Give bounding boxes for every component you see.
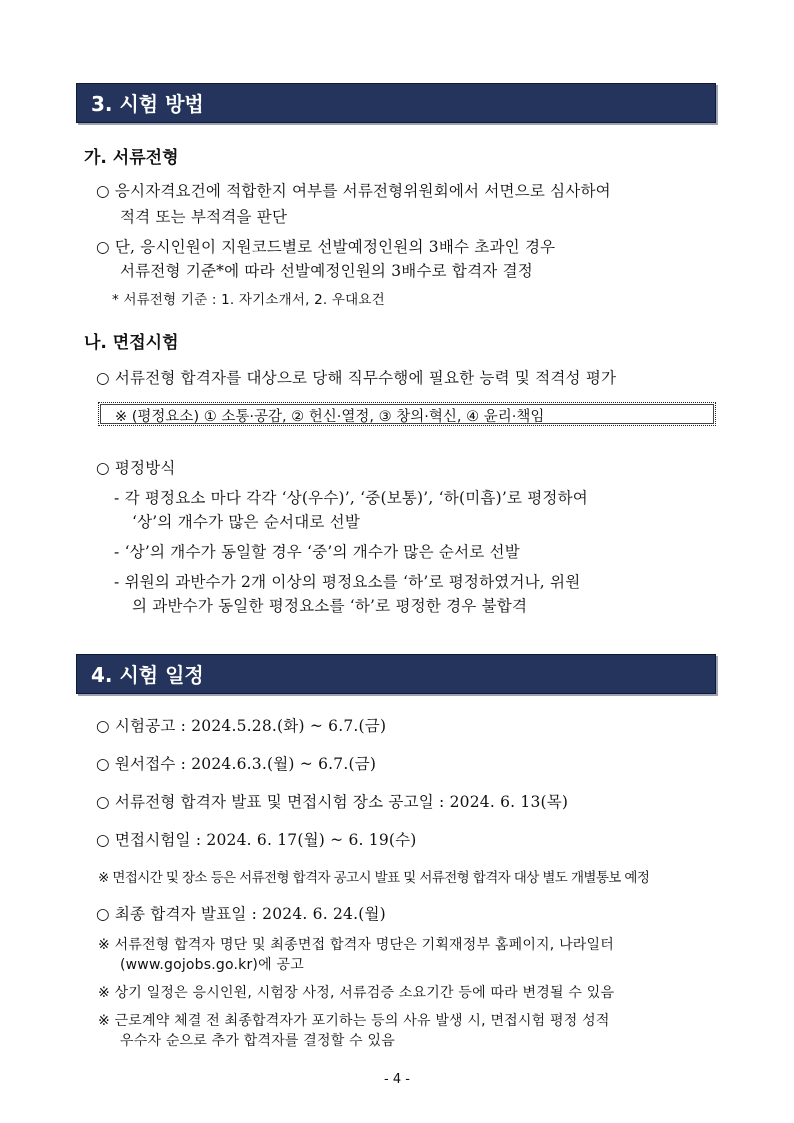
section-4-header: 4. 시험 일정 <box>76 654 716 694</box>
schedule-note-2-cont: (www.gojobs.go.kr)에 공고 <box>120 957 304 973</box>
sub-a-footnote: * 서류전형 기준 : 1. 자기소개서, 2. 우대요건 <box>112 292 385 308</box>
method-line-3: - 위원의 과반수가 2개 이상의 평정요소를 ‘하’로 평정하였거나, 위원 <box>114 573 581 591</box>
method-line-1-cont: ‘상’의 개수가 많은 순서대로 선발 <box>132 513 361 531</box>
schedule-note-4-cont: 우수자 순으로 추가 합격자를 결정할 수 있음 <box>120 1033 395 1049</box>
method-line-2: - ‘상’의 개수가 동일할 경우 ‘중’의 개수가 많은 순서로 선발 <box>114 543 520 561</box>
schedule-note-4: ※ 근로계약 체결 전 최종합격자가 포기하는 등의 사유 발생 시, 면접시험 평정 성적 <box>98 1013 610 1029</box>
method-title: ○ 평정방식 <box>96 459 176 477</box>
method-line-3-cont: 의 과반수가 동일한 평정요소를 ‘하’로 평정한 경우 불합격 <box>132 597 528 615</box>
section-3-header: 3. 시험 방법 <box>76 83 716 123</box>
evaluation-factors-box <box>98 402 716 426</box>
schedule-item-1: ○ 시험공고 : 2024.5.28.(화) ~ 6.7.(금) <box>96 717 387 735</box>
schedule-item-3: ○ 서류전형 합격자 발표 및 면접시험 장소 공고일 : 2024. 6. 13(목) <box>96 793 569 811</box>
method-line-1: - 각 평정요소 마다 각각 ‘상(우수)’, ‘중(보통)’, ‘하(미흡)’로 평정하여 <box>114 489 588 507</box>
sub-a-item-2-cont: 서류전형 기준*에 따라 선발예정인원의 3배수로 합격자 결정 <box>120 262 533 280</box>
sub-a-item-2: ○ 단, 응시인원이 지원코드별로 선발예정인원의 3배수 초과인 경우 <box>96 238 556 256</box>
sub-a-item-1: ○ 응시자격요건에 적합한지 여부를 서류전형위원회에서 서면으로 심사하여 <box>96 182 611 200</box>
schedule-item-2: ○ 원서접수 : 2024.6.3.(월) ~ 6.7.(금) <box>96 755 377 773</box>
schedule-note-3: ※ 상기 일정은 응시인원, 시험장 사정, 서류검증 소요기간 등에 따라 변경될 수 있음 <box>98 985 615 1001</box>
sub-b-intro: ○ 서류전형 합격자를 대상으로 당해 직무수행에 필요한 능력 및 적격성 평가 <box>96 369 617 387</box>
sub-a-item-1-cont: 적격 또는 부적격을 판단 <box>120 208 288 226</box>
schedule-note-2: ※ 서류전형 합격자 명단 및 최종면접 합격자 명단은 기획재정부 홈페이지, 나라일터 <box>98 937 614 953</box>
page-number: - 4 - <box>384 1072 410 1087</box>
evaluation-factors-text: ※ (평정요소) ① 소통·공감, ② 헌신·열정, ③ 창의·혁신, ④ 윤리·책임 <box>115 409 545 425</box>
subsection-a-title: 가. 서류전형 <box>84 148 179 168</box>
schedule-item-4: ○ 면접시험일 : 2024. 6. 17(월) ~ 6. 19(수) <box>96 831 417 849</box>
schedule-final: ○ 최종 합격자 발표일 : 2024. 6. 24.(월) <box>96 905 386 923</box>
schedule-note-1: ※ 면접시간 및 장소 등은 서류전형 합격자 공고시 발표 및 서류전형 합격자 대상 별도 개별통보 예정 <box>98 870 650 886</box>
subsection-b-title: 나. 면접시험 <box>84 333 179 353</box>
